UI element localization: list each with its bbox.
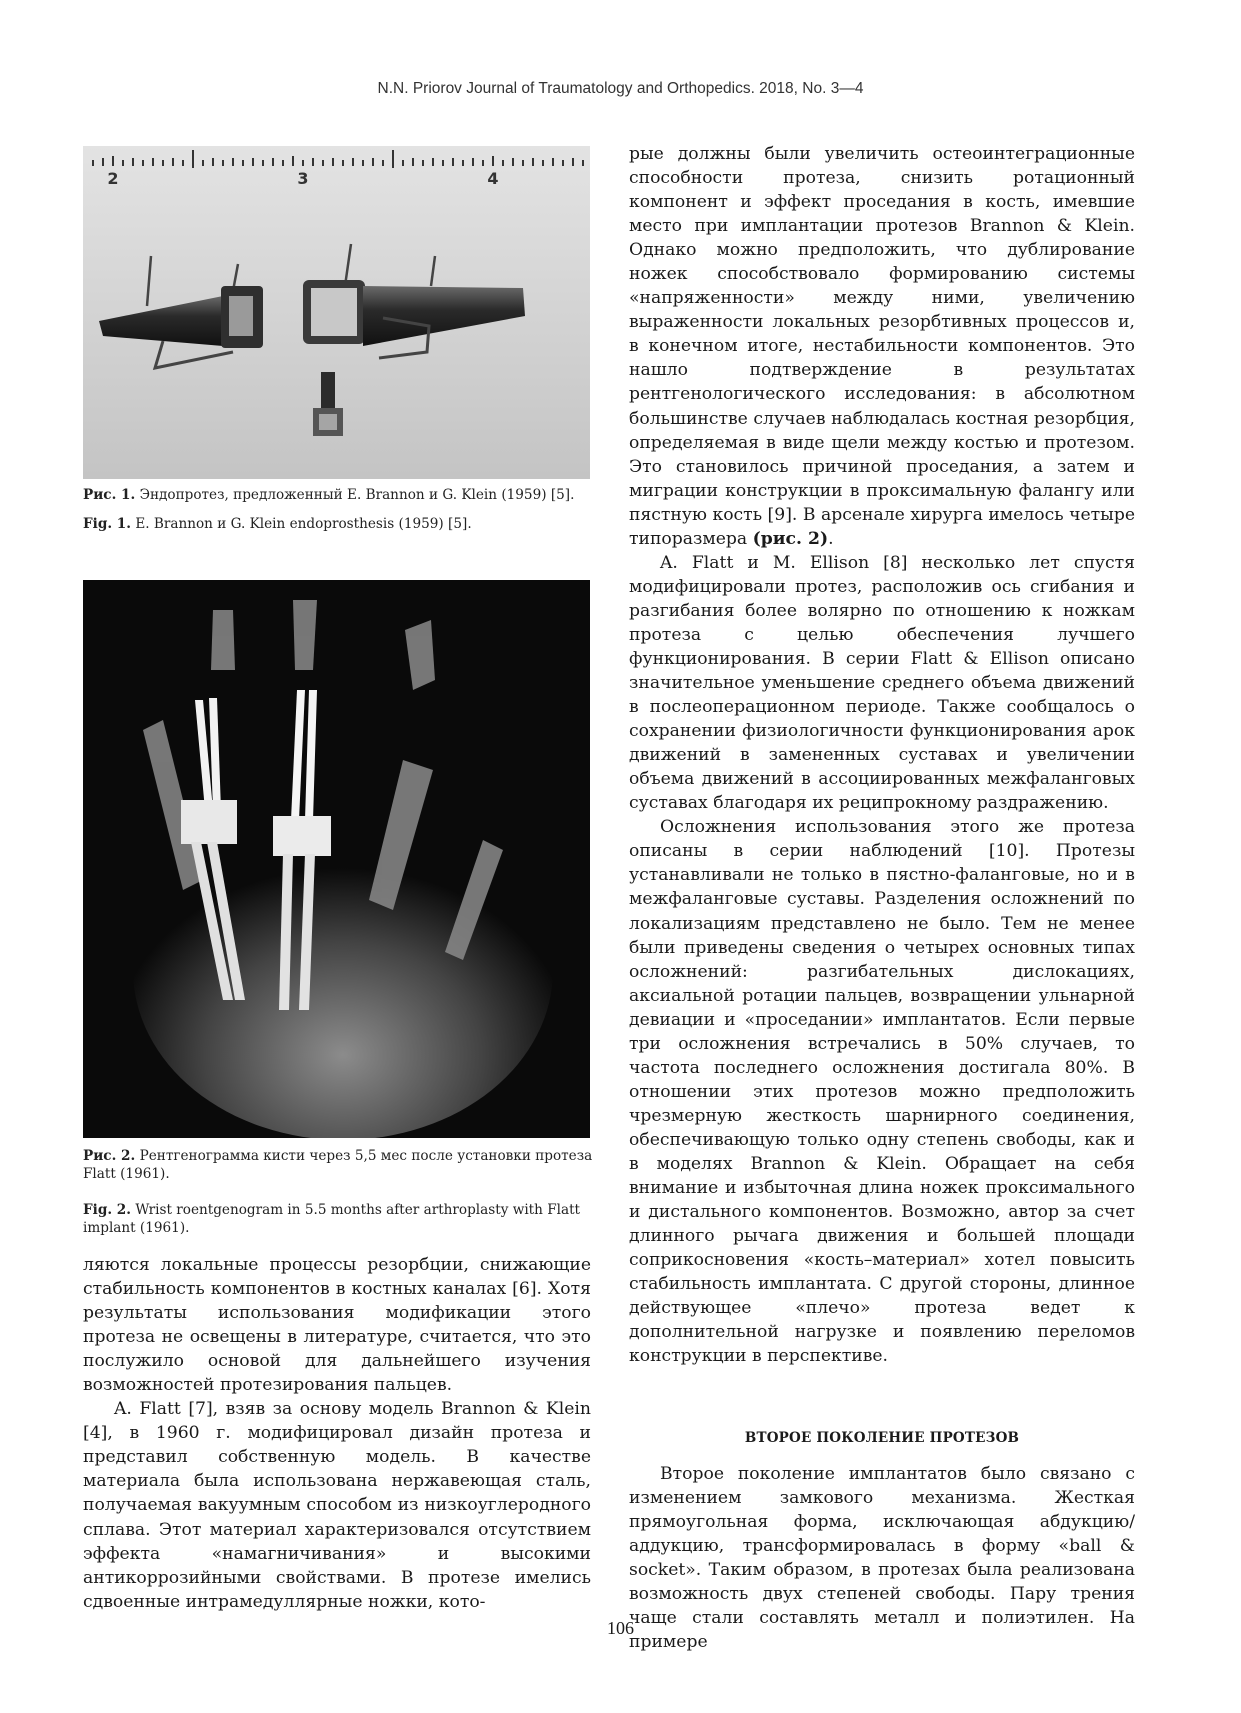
- journal-header: N.N. Priorov Journal of Traumatology and Orthopedics. 2018, No. 3—4: [377, 80, 864, 97]
- left-paragraph-2: A. Flatt [7], взяв за основу модель Brannon & Klein [4], в 1960 г. модифицировал дизайн протеза и представил собственную модель. В качестве материала была использована нержавеющая сталь, получаемая вакуумным способом из низкоуглеродного сплава. Этот материал характеризовался отсутствием эффекта «намагничивания» и высокими антикоррозийными свойствами. В протезе имелись сдвоенные интрамедуллярные ножки, кото-: [83, 1399, 591, 1612]
- ruler-label-4: 4: [487, 169, 499, 188]
- figure-2-reference: (рис. 2): [752, 528, 829, 549]
- right-paragraph-3: Осложнения использования этого же протеза описаны в серии наблюдений [10]. Протезы устанавливали не только в пястно-фаланговые, но и в межфаланговые суставы. Разделения осложнений по локализациям представлено не было. Тем не менее были приведены сведения о четырех основных типах осложнений: разгибательных дислокациях, аксиальной ротации пальцев, возвращении ульнарной девиации и «проседании» имплантатов. Если первые три осложнения встречались в 50% случаев, то частота последнего осложнения достигала 80%. В отношении этих протезов можно предположить чрезмерную жесткость шарнирного соединения, обеспечивающую только одну степень свободы, как и в моделях Brannon & Klein. Обращает на себя внимание и избыточная длина ножек проксимального и дистального компонентов. Возможно, автор за счет длинного рычага движения и большей площади соприкосновения «кость–материал» хотел повысить стабильность имплантата. С другой стороны, длинное действующее «плечо» протеза ведет к дополнительной нагрузке и появлению переломов конструкции в перспективе.: [629, 817, 1135, 1367]
- ruler-label-2: 2: [107, 169, 119, 188]
- figure-2-label-ru: Рис. 2.: [83, 1148, 136, 1164]
- wrist-roentgenogram: [83, 580, 590, 1138]
- left-paragraph-1: ляются локальные процессы резорбции, снижающие стабильность компонентов в костных каналах [6]. Хотя результаты использования модификации этого протеза не освещены в литературе, считается, что это послужило основой для дальнейшего изучения возможностей протезирования пальцев.: [83, 1255, 591, 1396]
- figure-1-caption-ru: [83, 486, 593, 504]
- figure-2-caption-en: [83, 1201, 593, 1237]
- figure-1-label-en: Fig. 1.: [83, 516, 131, 532]
- figure-1-image: [83, 146, 590, 479]
- figure-2-caption-ru: [83, 1147, 593, 1183]
- right-paragraph-4: Второе поколение имплантатов было связано с изменением замкового механизма. Жесткая прямоугольная форма, исключающая абдукцию/аддукцию, трансформировалась в форму «ball & socket». Таким образом, в протезах была реализована возможность двух степеней свободы. Пару трения чаще стали составлять металл и полиэтилен. На примере: [629, 1464, 1135, 1653]
- left-column-text: [83, 1253, 591, 1614]
- figure-2-text-ru: Рентгенограмма кисти через 5,5 мес после установки протеза Flatt (1961).: [83, 1148, 593, 1182]
- figure-1-text-en: E. Brannon и G. Klein endoprosthesis (1959) [5].: [135, 516, 472, 532]
- right-column-text: [629, 142, 1135, 1368]
- right-paragraph-1-end: .: [828, 528, 834, 549]
- figure-2-label-en: Fig. 2.: [83, 1202, 131, 1218]
- figure-1-caption-en: [83, 515, 593, 533]
- endoprosthesis-photo: [83, 146, 590, 479]
- right-paragraph-1: [629, 142, 1135, 551]
- figure-1-label-ru: Рис. 1.: [83, 487, 136, 503]
- figure-1-text-ru: Эндопротез, предложенный E. Brannon и G. Klein (1959) [5].: [139, 487, 575, 503]
- figure-2-text-en: Wrist roentgenogram in 5.5 months after arthroplasty with Flatt implant (1961).: [83, 1202, 581, 1236]
- figure-2-image: [83, 580, 590, 1138]
- page-number: 106: [607, 1618, 634, 1638]
- right-paragraph-1-main: рые должны были увеличить остеоинтеграционные способности протеза, снизить ротационный компонент и эффект проседания в кость, имевшие место при имплантации протезов Brannon & Klein. Однако можно предположить, что дублирование ножек способствовало формированию системы «напряженности» между ними, увеличению выраженности локальных резорбтивных процессов и, в конечном итоге, нестабильности компонентов. Это нашло подтверждение в результатах рентгенологического исследования: в абсолютном большинстве случаев наблюдалась костная резорбция, определяемая в виде щели между костью и протезом. Это становилось причиной проседания, а затем и миграции конструкции в проксимальную фалангу или пястную кость [9]. В арсенале хирурга имелось четыре типоразмера: [629, 144, 1135, 549]
- right-paragraph-2: A. Flatt и M. Ellison [8] несколько лет спустя модифицировали протез, расположив ось сгибания и разгибания более волярно по отношению к ножкам протеза с целью обеспечения лучшего функционирования. В серии Flatt & Ellison описано значительное уменьшение среднего объема движений в послеоперационном периоде. Также сообщалось о сохранении физиологичности функционирования арок движений в замененных суставах и увеличении объема движений в ассоциированных межфаланговых суставах благодаря их реципрокному раздражению.: [629, 552, 1135, 814]
- ruler-label-3: 3: [297, 169, 309, 188]
- section-title: ВТОРОЕ ПОКОЛЕНИЕ ПРОТЕЗОВ: [744, 1430, 1020, 1446]
